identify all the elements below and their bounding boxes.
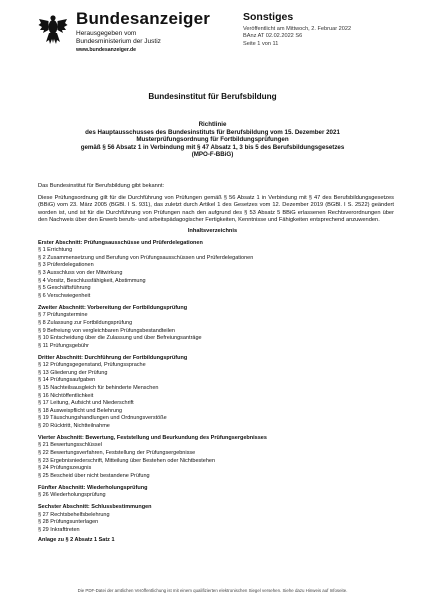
toc-item: § 3 Ausschluss von der Mitwirkung bbox=[38, 270, 123, 277]
toc-item: § 26 Wiederholungsprüfung bbox=[38, 492, 106, 499]
title-line: des Hauptausschusses des Bundesinstituts für Berufsbildung vom 15. Dezember 2021 bbox=[85, 128, 340, 136]
footer-note: Die PDF-Datei der amtlichen Veröffentlichung ist mit einem qualifizierten elektronischen Siegel versehen. Siehe dazu Hinweis auf Infoseite. bbox=[77, 588, 348, 593]
toc-item: § 3 Prüferdelegationen bbox=[38, 262, 94, 269]
toc-item: § 27 Rechtsbehelfsbelehrung bbox=[38, 511, 110, 518]
toc-item: § 8 Zulassung zur Fortbildungsprüfung bbox=[38, 319, 133, 326]
publisher-info bbox=[76, 30, 161, 45]
toc-section-title: Zweiter Abschnitt: Vorbereitung der Fortbildungsprüfung bbox=[38, 305, 188, 312]
publisher-line: Herausgegeben vom bbox=[76, 30, 137, 37]
title-line: (MPO-F-BBiG) bbox=[191, 151, 234, 159]
toc-item: § 12 Prüfungsgegenstand, Prüfungssprache bbox=[38, 362, 146, 369]
section-tag: Sonstiges bbox=[243, 11, 294, 23]
document-title bbox=[20, 121, 405, 159]
toc-section-title: Dritter Abschnitt: Durchführung der Fortbildungsprüfung bbox=[38, 354, 188, 361]
table-of-contents bbox=[38, 240, 394, 544]
toc-item: § 23 Ergebnisniederschrift, Mitteilung über Bestehen oder Nichtbestehen bbox=[38, 457, 216, 464]
toc-section-title: Erster Abschnitt: Prüfungsausschüsse und Prüferdelegationen bbox=[38, 240, 203, 246]
toc-heading: Inhaltsverzeichnis bbox=[187, 228, 238, 234]
title-line: Musterprüfungsordnung für Fortbildungsprüfungen bbox=[136, 136, 289, 144]
toc-section-title: Vierter Abschnitt: Bewertung, Feststellung und Beurkundung des Prüfungsergebnisses bbox=[38, 435, 267, 442]
toc-item: § 16 Nichtöffentlichkeit bbox=[38, 392, 94, 399]
toc-item: § 2 Zusammensetzung und Berufung von Prüfungsausschüssen und Prüferdelegationen bbox=[38, 254, 254, 261]
publisher-line: Bundesministerium der Justiz bbox=[76, 37, 161, 45]
toc-section-title: Sechster Abschnitt: Schlussbestimmungen bbox=[38, 504, 152, 511]
toc-item: § 7 Prüfungstermine bbox=[38, 312, 88, 319]
toc-item: § 14 Prüfungsaufgaben bbox=[38, 377, 96, 384]
preamble-paragraph: Diese Prüfungsordnung gilt für die Durchführung von Prüfungen gemäß § 56 Absatz 1 in Verbindung mit § 47 des Berufsbildungsgesetzes (BBiG) vom 23. März 2005 (BGBl. I S. 931), das zuletzt durch Artikel 1 des Gesetzes vom 12. Dezember 2019 (BGBl. I S. 2522) geändert worden ist, und ist für die Durchführung von Prüfungen nach den aufgrund des § 53 Absatz 5 BBiG erlassenen Rechtsverordnungen über den Nachweis über den Erwerb berufs- und arbeitspädagogischer Fertigkeiten, Kenntnisse und Fähigkeiten entsprechend anzuwenden. bbox=[38, 195, 394, 223]
toc-item: § 13 Gliederung der Prüfung bbox=[38, 369, 108, 376]
publication-info bbox=[243, 26, 351, 48]
toc-item: § 6 Verschwiegenheit bbox=[38, 292, 91, 299]
toc-item: § 5 Geschäftsführung bbox=[38, 285, 91, 292]
federal-eagle-logo bbox=[38, 12, 68, 46]
publication-date: Veröffentlicht am Mittwoch, 2. Februar 2022 bbox=[243, 26, 352, 32]
announcement-intro: Das Bundesinstitut für Berufsbildung gibt bekannt: bbox=[38, 183, 165, 189]
toc-item: § 21 Bewertungsschlüssel bbox=[38, 442, 102, 449]
website-link[interactable]: www.bundesanzeiger.de bbox=[76, 47, 137, 53]
toc-annex: Anlage zu § 2 Absatz 1 Satz 1 bbox=[38, 536, 115, 543]
toc-item: § 17 Leitung, Aufsicht und Niederschrift bbox=[38, 400, 134, 407]
toc-item: § 22 Bewertungsverfahren, Feststellung der Prüfungsergebnisse bbox=[38, 450, 196, 457]
toc-item: § 25 Bescheid über nicht bestandene Prüfung bbox=[38, 472, 150, 479]
toc-item: § 11 Prüfungsgebühr bbox=[38, 342, 89, 349]
toc-item: § 18 Ausweispflicht und Belehrung bbox=[38, 407, 123, 414]
issuing-organization: Bundesinstitut für Berufsbildung bbox=[148, 92, 277, 101]
toc-item: § 15 Nachteilsausgleich für behinderte Menschen bbox=[38, 384, 159, 391]
title-line: gemäß § 56 Absatz 1 in Verbindung mit § 47 Absatz 1, 3 bis 5 des Berufsbildungsgesetzes bbox=[80, 143, 345, 151]
toc-item: § 9 Befreiung von vergleichbaren Prüfungsbestandteilen bbox=[38, 327, 175, 334]
document-type: Richtlinie bbox=[198, 121, 227, 128]
toc-item: § 20 Rücktritt, Nichtteilnahme bbox=[38, 422, 110, 429]
toc-item: § 4 Vorsitz, Beschlussfähigkeit, Abstimmung bbox=[38, 277, 146, 284]
brand-name: Bundesanzeiger bbox=[76, 9, 211, 28]
toc-item: § 19 Täuschungshandlungen und Ordnungsverstöße bbox=[38, 415, 167, 422]
toc-section-title: Fünfter Abschnitt: Wiederholungsprüfung bbox=[38, 485, 148, 491]
toc-item: § 24 Prüfungszeugnis bbox=[38, 465, 92, 472]
toc-item: § 29 Inkrafttreten bbox=[38, 526, 80, 533]
page-number: Seite 1 von 11 bbox=[243, 40, 279, 47]
publication-reference: BAnz AT 02.02.2022 S6 bbox=[243, 33, 303, 40]
toc-item: § 1 Errichtung bbox=[38, 247, 73, 254]
toc-item: § 28 Prüfungsunterlagen bbox=[38, 519, 99, 526]
toc-item: § 10 Entscheidung über die Zulassung und über Befreiungsanträge bbox=[38, 335, 202, 342]
